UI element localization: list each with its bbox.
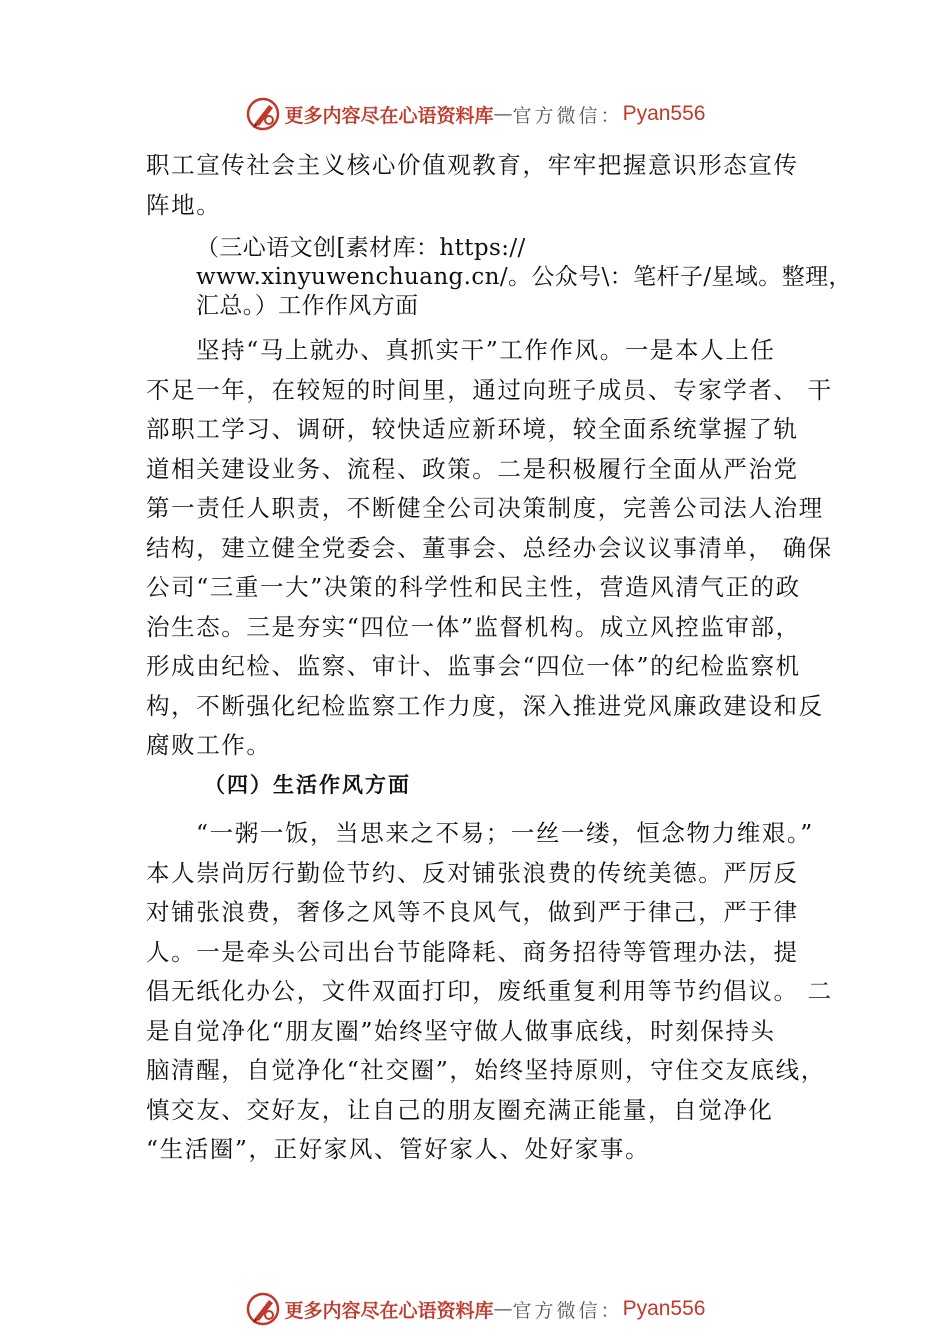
paragraph-line: 治生态。三是夯实“四位一体”监督机构。成立风控监审部， (146, 612, 801, 641)
paragraph-line: “一粥一饭，当思来之不易；一丝一缕，恒念物力维艰。” (196, 819, 814, 847)
paragraph-line: 道相关建设业务、流程、政策。二是积极履行全面从严治党 (146, 454, 799, 483)
footer-banner (0, 1289, 950, 1329)
header-banner (0, 94, 950, 134)
header-wechat-id: Pyan556 (622, 102, 706, 125)
paragraph-line: 阵地。 (146, 190, 222, 219)
footer-dash: — (493, 1298, 513, 1320)
source-note (146, 234, 852, 321)
footer-brand-text: 更多内容尽在心语资料库 (284, 1299, 494, 1322)
paragraph-line: 构，不断强化纪检监察工作力度，深入推进党风廉政建设和反 (146, 691, 824, 720)
paragraph-line: 脑清醒，自觉净化“社交圈”，始终坚持原则，守住交友底线， (146, 1056, 826, 1084)
paragraph-line: 对铺张浪费，奢侈之风等不良风气，做到严于律己，严于律 (146, 898, 799, 926)
section-heading-4: （四）生活作风方面 (204, 772, 411, 797)
paragraph-line: 不足一年，在较短的时间里，通过向班子成员、专家学者、 干 (146, 375, 833, 404)
paragraph-line: 人。一是牵头公司出台节能降耗、商务招待等管理办法，提 (146, 937, 799, 966)
paragraph-line: 职工宣传社会主义核心价值观教育，牢牢把握意识形态宣传 (146, 151, 799, 179)
note-line: （三心语文创[素材库：https:// (196, 235, 526, 261)
note-line: 汇总。）工作作风方面 (196, 293, 419, 319)
paragraph-line: 结构，建立健全党委会、董事会、总经办会议议事清单， 确保 (146, 533, 833, 562)
note-line: www.xinyuwenchuang.cn/。公众号\：笔杆子/星域。整理， (196, 264, 852, 290)
document-body (146, 146, 852, 1170)
paragraph-2 (146, 331, 833, 766)
pen-logo-icon (245, 96, 281, 132)
footer-wechat-label: 官方微信： (512, 1299, 623, 1322)
paragraph-line: 是自觉净化“朋友圈”始终坚守做人做事底线，时刻保持头 (146, 1016, 776, 1045)
paragraph-line: 公司“三重一大”决策的科学性和民主性，营造风清气正的政 (146, 573, 801, 601)
paragraph-line: 慎交友、交好友，让自己的朋友圈充满正能量，自觉净化 (146, 1095, 774, 1124)
paragraph-line: 第一责任人职责，不断健全公司决策制度，完善公司法人治理 (146, 494, 824, 522)
footer-wechat-id: Pyan556 (622, 1297, 706, 1320)
pen-logo-icon (245, 1291, 281, 1327)
paragraph-line: 腐败工作。 (146, 731, 272, 759)
paragraph-line: 部职工学习、调研，较快适应新环境，较全面系统掌握了轨 (146, 415, 799, 443)
paragraph-3 (146, 814, 833, 1170)
paragraph-1 (146, 146, 826, 225)
header-dash: — (493, 103, 513, 125)
paragraph-line: 倡无纸化办公，文件双面打印，废纸重复利用等节约倡议。 二 (146, 977, 833, 1005)
paragraph-line: 坚持“马上就办、真抓实干”工作作风。一是本人上任 (196, 336, 776, 364)
paragraph-line: 本人崇尚厉行勤俭节约、反对铺张浪费的传统美德。严厉反 (146, 858, 799, 887)
header-brand-text: 更多内容尽在心语资料库 (284, 104, 494, 127)
paragraph-line: “生活圈”，正好家风、管好家人、处好家事。 (146, 1135, 651, 1163)
paragraph-line: 形成由纪检、监察、审计、监事会“四位一体”的纪检监察机 (146, 652, 801, 680)
header-wechat-label: 官方微信： (512, 104, 623, 127)
